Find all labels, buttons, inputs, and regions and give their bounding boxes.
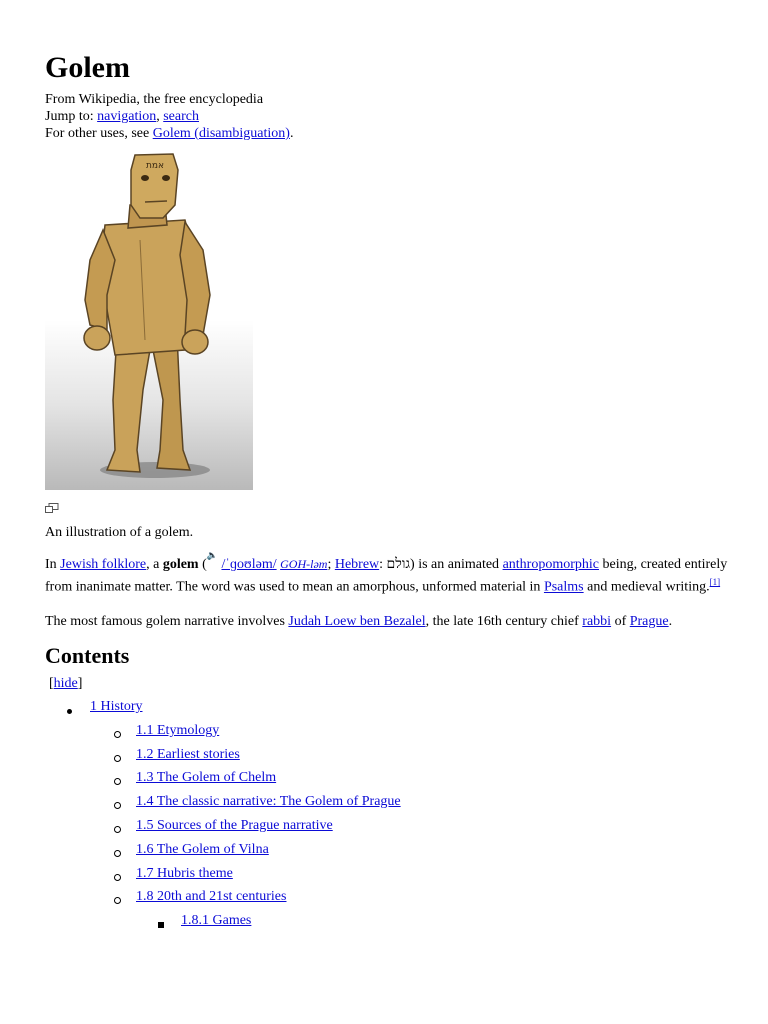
- reference-1-link[interactable]: [1]: [709, 577, 721, 587]
- p2-text-3: of: [614, 614, 627, 629]
- page-title: Golem: [45, 51, 130, 84]
- toc-toggle-open: [: [49, 676, 54, 691]
- toc-bullet: [114, 846, 121, 863]
- rabbi-link[interactable]: rabbi: [582, 614, 612, 629]
- p1-text-6: being, created entirely from inanimate matter. The word was used to mean an amorphous, unformed material in: [45, 557, 728, 595]
- toc-item-link[interactable]: 1.3 The Golem of Chelm: [136, 770, 277, 785]
- speaker-icon[interactable]: 🔈: [206, 550, 218, 560]
- golem-illustration: [45, 150, 253, 490]
- jump-to: [45, 108, 199, 125]
- p1-text-3: (: [202, 557, 207, 572]
- toc-item-link[interactable]: 1.5 Sources of the Prague narrative: [136, 818, 333, 833]
- toc-bullet: [114, 798, 121, 815]
- p2-text-1: The most famous golem narrative involves: [45, 614, 285, 629]
- toc-toggle: [49, 675, 82, 692]
- toc-bullet: [114, 727, 121, 744]
- toc-item-link[interactable]: 1.6 The Golem of Vilna: [136, 842, 269, 857]
- toc-hide-link[interactable]: hide: [53, 676, 78, 691]
- golem-image[interactable]: [45, 150, 253, 490]
- contents-heading: Contents: [45, 643, 130, 668]
- toc-toggle-close: ]: [77, 676, 83, 691]
- anthropomorphic-link[interactable]: anthropomorphic: [502, 557, 599, 572]
- jump-to-label: Jump to:: [45, 109, 94, 124]
- enlarge-icon[interactable]: [45, 502, 59, 512]
- p1-text-7: and medieval writing.: [587, 579, 710, 595]
- toc-item-link[interactable]: 1.8.1 Games: [181, 913, 252, 928]
- second-paragraph: [45, 613, 735, 630]
- hebrew-link[interactable]: Hebrew: [334, 557, 380, 572]
- judah-loew-link[interactable]: Judah Loew ben Bezalel: [288, 614, 426, 629]
- hatnote-prefix: For other uses, see: [45, 126, 150, 141]
- intro-paragraph: [45, 550, 735, 596]
- prague-link[interactable]: Prague: [629, 614, 669, 629]
- disambiguation-link[interactable]: Golem (disambiguation): [152, 126, 290, 141]
- tagline: From Wikipedia, the free encyclopedia: [45, 92, 264, 107]
- toc-bullet: [114, 751, 121, 768]
- toc-bullet: [114, 822, 121, 839]
- jewish-folklore-link[interactable]: Jewish folklore: [60, 557, 147, 572]
- toc-item-link[interactable]: 1.7 Hubris theme: [136, 866, 233, 881]
- toc-bullet: [114, 870, 121, 887]
- ipa-link[interactable]: /ˈɡoʊləm/: [221, 557, 277, 572]
- hatnote: [45, 125, 293, 142]
- p1-text-1: In: [45, 557, 57, 572]
- psalms-link[interactable]: Psalms: [543, 579, 584, 595]
- toc-item-link[interactable]: 1.1 Etymology: [136, 723, 220, 738]
- hatnote-suffix: .: [289, 126, 294, 141]
- respelling-link[interactable]: GOH-ləm: [280, 557, 328, 571]
- golem-bold-term: golem: [162, 557, 199, 572]
- jump-comma: ,: [156, 109, 160, 124]
- toc-bullet: [114, 774, 121, 791]
- p2-text-2: , the late 16th century chief: [425, 614, 579, 629]
- jump-search-link[interactable]: search: [163, 109, 199, 124]
- jump-navigation-link[interactable]: navigation: [97, 109, 157, 124]
- p1-text-4: ;: [327, 557, 332, 572]
- toc-item-link[interactable]: 1.2 Earliest stories: [136, 747, 240, 762]
- toc-bullet: [158, 917, 164, 934]
- toc-item-link[interactable]: 1.4 The classic narrative: The Golem of Prague: [136, 794, 401, 809]
- svg-text:אמת: אמת: [146, 161, 165, 171]
- toc-item-link[interactable]: 1.8 20th and 21st centuries: [136, 889, 287, 904]
- toc-item-link[interactable]: 1 History: [90, 699, 143, 714]
- p2-text-4: .: [668, 614, 673, 629]
- image-caption: An illustration of a golem.: [45, 525, 194, 540]
- p1-text-2: , a: [146, 557, 160, 572]
- toc-bullet: [67, 703, 72, 720]
- toc-bullet: [114, 893, 121, 910]
- p1-text-5: : גולם) is an animated: [379, 557, 500, 572]
